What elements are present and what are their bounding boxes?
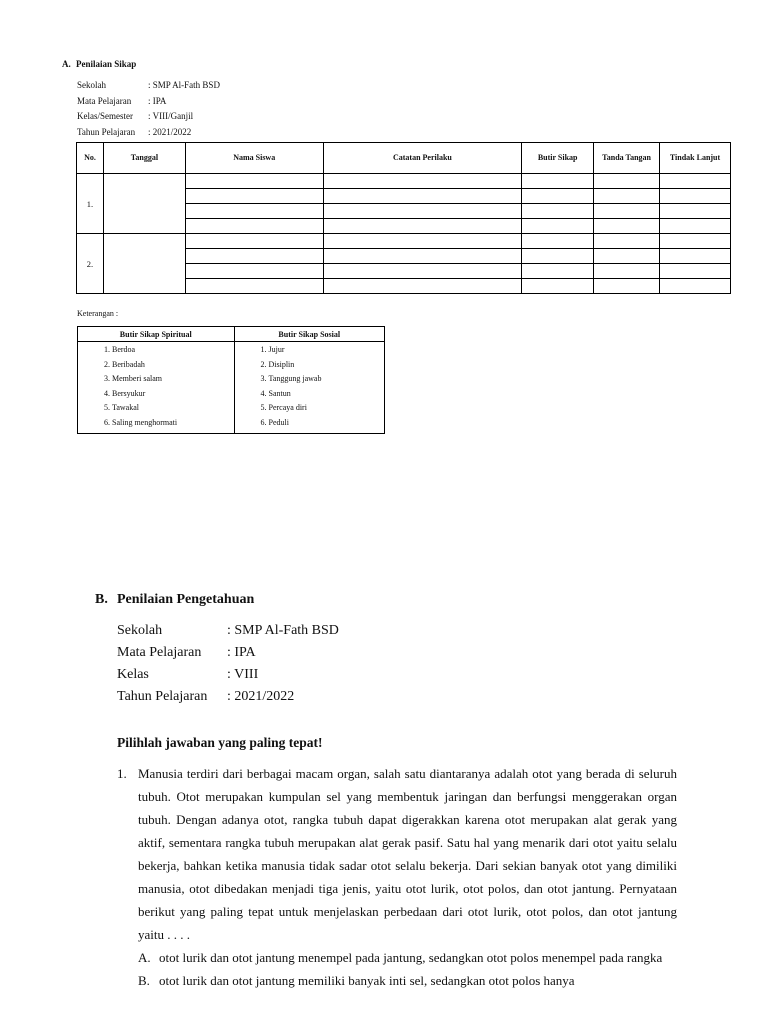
table-cell[interactable]	[522, 264, 594, 279]
table-cell[interactable]	[660, 219, 731, 234]
info-value: : 2021/2022	[148, 126, 192, 137]
table-cell[interactable]	[522, 189, 594, 204]
table-cell[interactable]	[660, 234, 731, 249]
list-item: 5. Percaya diri	[269, 401, 385, 416]
info-row	[117, 664, 339, 686]
header-nama-siswa: Nama Siswa	[185, 143, 323, 174]
table-cell[interactable]	[185, 189, 323, 204]
table-cell[interactable]	[660, 204, 731, 219]
table-cell[interactable]	[594, 189, 660, 204]
list-item: 2. Disiplin	[269, 358, 385, 373]
table-cell[interactable]	[185, 174, 323, 189]
spiritual-list-cell	[78, 342, 235, 434]
table-cell[interactable]	[660, 279, 731, 294]
table-cell[interactable]	[522, 234, 594, 249]
table-cell[interactable]	[185, 234, 323, 249]
table-cell[interactable]	[660, 174, 731, 189]
info-key: Mata Pelajaran	[117, 645, 202, 660]
spiritual-list	[96, 343, 234, 431]
table-cell[interactable]	[660, 189, 731, 204]
info-row	[77, 94, 220, 110]
option-b[interactable]	[138, 969, 677, 992]
table-cell[interactable]	[323, 204, 522, 219]
option-letter: B.	[138, 973, 150, 988]
table-cell[interactable]	[323, 279, 522, 294]
list-item: 1. Jujur	[269, 343, 385, 358]
sosial-list-cell	[234, 342, 385, 434]
table-cell[interactable]	[323, 264, 522, 279]
info-row	[117, 642, 339, 664]
info-row	[117, 686, 339, 708]
info-value: : VIII	[227, 667, 259, 682]
question-text: Manusia terdiri dari berbagai macam organ, salah satu diantaranya adalah otot yang berada di seluruh tubuh. Otot merupakan kumpulan sel yang membentuk jaringan dan berfungsi menggerakan organ tubuh. Dengan adanya otot, rangka tubuh dapat digerakkan karena otot merupakan alat gerak yang aktif, sementara rangka tubuh merupakan alat gerak pasif. Satu hal yang menarik dari otot yaitu selalu bekerja, bahkan ketika manusia tidak sadar otot selalu bekerja. Dari sekian banyak otot yang dimiliki manusia, otot dibedakan menjadi tiga jenis, yaitu otot lurik, otot polos, dan otot jantung. Pernyataan berikut yang paling tepat untuk menjelaskan perbedaan dari otot lurik, otot polos, dan otot jantung yaitu . . . .	[138, 766, 677, 942]
table-cell[interactable]	[594, 249, 660, 264]
table-row	[77, 174, 731, 189]
info-row	[77, 125, 220, 141]
list-item: 5. Tawakal	[112, 401, 234, 416]
table-cell[interactable]	[594, 174, 660, 189]
table-cell[interactable]	[185, 249, 323, 264]
header-tindak-lanjut: Tindak Lanjut	[660, 143, 731, 174]
table-cell[interactable]	[594, 219, 660, 234]
list-item: 6. Saling menghormati	[112, 416, 234, 431]
butir-sikap-table	[77, 326, 385, 434]
info-key: Sekolah	[77, 80, 106, 90]
header-catatan-perilaku: Catatan Perilaku	[323, 143, 522, 174]
info-key: Sekolah	[117, 623, 163, 638]
info-value: : SMP Al-Fath BSD	[148, 80, 220, 90]
header-tanggal: Tanggal	[103, 143, 185, 174]
table-cell[interactable]	[323, 249, 522, 264]
table-cell[interactable]	[594, 234, 660, 249]
list-item: 4. Santun	[269, 387, 385, 402]
info-key: Kelas/Semester	[77, 111, 133, 121]
sosial-list	[253, 343, 385, 431]
keterangan-label: Keterangan :	[77, 309, 119, 318]
list-item: 4. Bersyukur	[112, 387, 234, 402]
row-number-cell: 1.	[77, 174, 104, 234]
table-cell[interactable]	[323, 174, 522, 189]
table-cell[interactable]	[594, 264, 660, 279]
table-cell[interactable]	[323, 219, 522, 234]
option-text: otot lurik dan otot jantung memiliki banyak inti sel, sedangkan otot polos hanya	[159, 973, 575, 988]
table-cell[interactable]	[594, 204, 660, 219]
info-key: Tahun Pelajaran	[77, 126, 136, 137]
table-header-row	[78, 327, 385, 342]
section-b-info	[117, 620, 339, 708]
section-a-heading	[62, 59, 136, 69]
list-item: 1. Berdoa	[112, 343, 234, 358]
info-value: : SMP Al-Fath BSD	[227, 623, 339, 638]
list-item: 6. Peduli	[269, 416, 385, 431]
attitude-journal-table	[76, 142, 731, 294]
info-row	[117, 620, 339, 642]
table-cell[interactable]	[594, 279, 660, 294]
info-value: : 2021/2022	[227, 689, 295, 704]
table-cell[interactable]	[660, 264, 731, 279]
question-1	[117, 762, 677, 992]
table-cell[interactable]	[185, 219, 323, 234]
table-cell[interactable]	[185, 204, 323, 219]
section-a-info	[77, 78, 220, 140]
table-cell[interactable]	[522, 219, 594, 234]
option-a[interactable]	[138, 946, 677, 969]
option-letter: A.	[138, 950, 151, 965]
info-row	[77, 78, 220, 94]
info-value: : VIII/Ganjil	[148, 111, 194, 121]
list-item: 3. Memberi salam	[112, 372, 234, 387]
table-cell[interactable]	[522, 249, 594, 264]
table-cell[interactable]	[522, 204, 594, 219]
date-cell[interactable]	[103, 234, 185, 294]
option-text: otot lurik dan otot jantung menempel pada jantung, sedangkan otot polos menempel pada rangka	[159, 950, 663, 965]
section-a-letter: A.	[62, 59, 71, 69]
row-number-cell: 2.	[77, 234, 104, 294]
header-butir-sikap: Butir Sikap	[522, 143, 594, 174]
instruction: Pilihlah jawaban yang paling tepat!	[117, 735, 323, 750]
header-sosial: Butir Sikap Sosial	[234, 327, 385, 342]
list-item: 3. Tanggung jawab	[269, 372, 385, 387]
question-number: 1.	[117, 766, 127, 781]
table-cell[interactable]	[323, 189, 522, 204]
info-row	[77, 109, 220, 125]
date-cell[interactable]	[103, 174, 185, 234]
list-item: 2. Beribadah	[112, 358, 234, 373]
section-a-title: Penilaian Sikap	[76, 59, 137, 69]
header-spiritual: Butir Sikap Spiritual	[78, 327, 235, 342]
info-key: Kelas	[117, 667, 149, 682]
section-b-heading	[95, 592, 254, 608]
table-row	[78, 342, 385, 434]
table-cell[interactable]	[185, 264, 323, 279]
table-cell[interactable]	[522, 174, 594, 189]
header-no: No.	[77, 143, 104, 174]
section-b-letter: B.	[95, 592, 108, 607]
section-b-title: Penilaian Pengetahuan	[117, 592, 255, 607]
table-header-row	[77, 143, 731, 174]
table-cell[interactable]	[660, 249, 731, 264]
info-key: Tahun Pelajaran	[117, 689, 208, 704]
info-key: Mata Pelajaran	[77, 95, 132, 106]
table-cell[interactable]	[323, 234, 522, 249]
header-tanda-tangan: Tanda Tangan	[594, 143, 660, 174]
info-value: : IPA	[227, 645, 256, 660]
table-cell[interactable]	[185, 279, 323, 294]
table-cell[interactable]	[522, 279, 594, 294]
table-row	[77, 234, 731, 249]
info-value: : IPA	[148, 95, 167, 106]
